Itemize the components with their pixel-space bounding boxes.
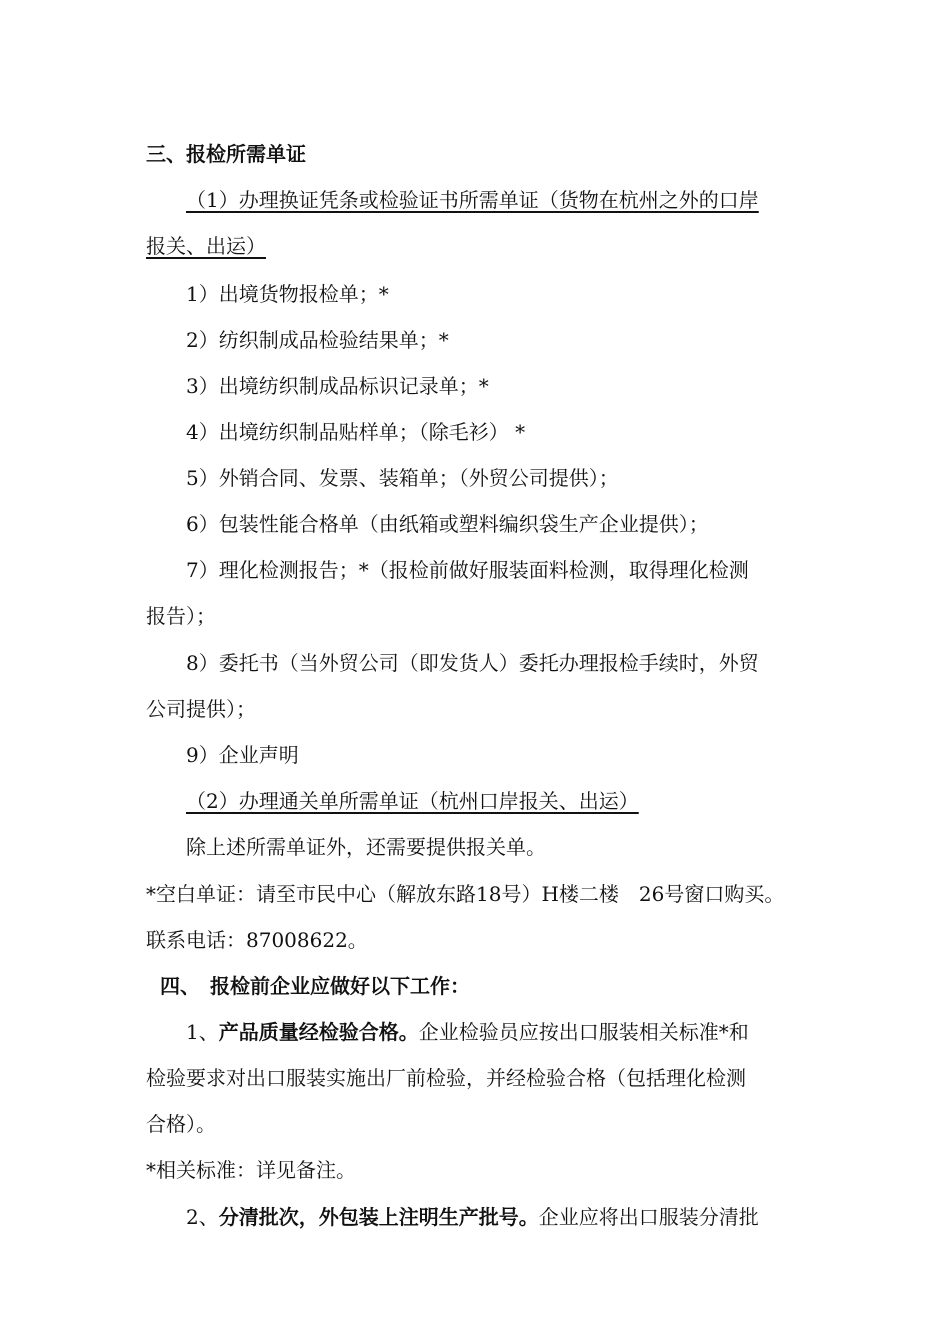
list-item-7-line1: 7）理化检测报告；*（报检前做好服装面料检测，取得理化检测 <box>186 558 749 582</box>
paragraph-2-line1 <box>186 1203 759 1231</box>
contact-phone: 联系电话：87008622。 <box>146 928 368 952</box>
section-4-heading: 四、 报检前企业应做好以下工作： <box>160 974 470 998</box>
blank-forms-note: *空白单证：请至市民中心（解放东路18号）H楼二楼 26号窗口购买。 <box>146 882 785 906</box>
list-item: 5）外销合同、发票、装箱单；（外贸公司提供）； <box>186 466 619 490</box>
paragraph-1-number: 1、 <box>186 1020 219 1044</box>
list-item: 6）包装性能合格单（由纸箱或塑料编织袋生产企业提供）； <box>186 512 709 536</box>
paragraph-2-number: 2、 <box>186 1205 219 1229</box>
list-item: 3）出境纺织制成品标识记录单；* <box>186 374 489 398</box>
sub-heading-2-text: 除上述所需单证外，还需要提供报关单。 <box>186 835 546 859</box>
sub-heading-2: （2）办理通关单所需单证（杭州口岸报关、出运） <box>186 789 639 813</box>
paragraph-1-rest: 企业检验员应按出口服装相关标准*和 <box>418 1020 749 1044</box>
list-item-8-line2: 公司提供）； <box>146 697 256 721</box>
sub-heading-1-line2: 报关、出运） <box>146 234 266 258</box>
paragraph-1-line2: 检验要求对出口服装实施出厂前检验，并经检验合格（包括理化检测 <box>146 1066 746 1090</box>
list-item-9: 9）企业声明 <box>186 743 299 767</box>
section-3-heading: 三、报检所需单证 <box>146 142 306 166</box>
list-item-7-line2: 报告）； <box>146 604 216 628</box>
list-item: 1）出境货物报检单；* <box>186 282 389 306</box>
paragraph-1-line1 <box>186 1018 749 1046</box>
sub-heading-1-line1: （1）办理换证凭条或检验证书所需单证（货物在杭州之外的口岸 <box>186 188 759 212</box>
list-item-8-line1: 8）委托书（当外贸公司（即发货人）委托办理报检手续时，外贸 <box>186 651 759 675</box>
paragraph-1-line3: 合格）。 <box>146 1112 216 1136</box>
paragraph-2-rest: 企业应将出口服装分清批 <box>538 1205 759 1229</box>
paragraph-1-bold: 产品质量经检验合格。 <box>218 1020 419 1044</box>
list-item: 2）纺织制成品检验结果单；* <box>186 328 449 352</box>
paragraph-2-bold: 分清批次，外包装上注明生产批号。 <box>218 1205 539 1229</box>
standards-note: *相关标准：详见备注。 <box>146 1158 356 1182</box>
list-item: 4）出境纺织制品贴样单；（除毛衫） * <box>186 420 526 444</box>
